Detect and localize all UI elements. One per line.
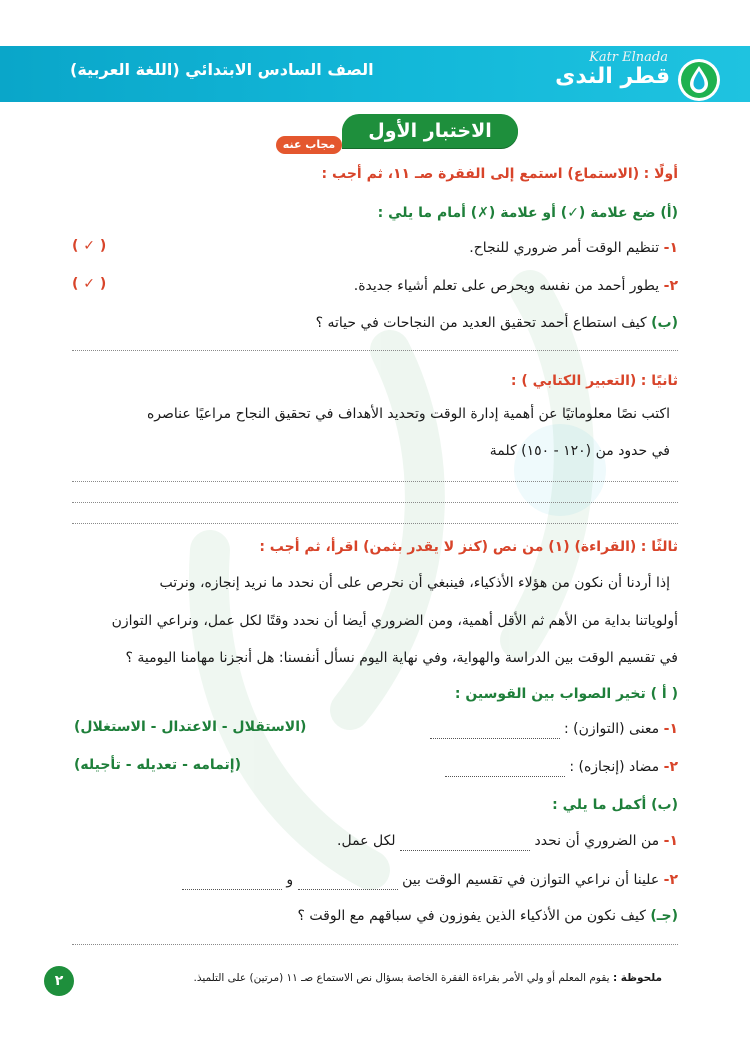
passage-line: في تقسيم الوقت بين الدراسة والهواية، وفي نهاية اليوم نسأل أنفسنا: هل أنجزنا مهامنا اليومية ؟	[125, 650, 678, 666]
section3-part-a: ( أ ) تخير الصواب بين القوسين :	[454, 686, 678, 702]
brand-logo	[542, 50, 732, 104]
section1-heading-text: (الاستماع) استمع إلى الفقرة صـ ١١، ثم أجب :	[321, 166, 640, 182]
test-title: الاختبار الأول	[342, 114, 518, 148]
answer-blank[interactable]	[445, 763, 565, 777]
note-text: يقوم المعلم أو ولي الأمر بقراءة الفقرة الخاصة بسؤال نص الاستماع صـ ١١ (مرتين) على التلميذ.	[193, 972, 610, 984]
answer-line[interactable]	[72, 944, 678, 945]
answer-line[interactable]	[72, 481, 678, 482]
section1-part-a: (أ) ضع علامة (✓) أو علامة (✗) أمام ما يلي :	[377, 205, 678, 221]
section1-prefix: أولًا :	[643, 166, 678, 182]
answered-badge: مجاب عنه	[276, 136, 342, 154]
item-text: تنظيم الوقت أمر ضروري للنجاح.	[469, 240, 660, 256]
section2-heading	[511, 371, 678, 391]
part-b-question	[316, 313, 678, 333]
item-number: ١-	[663, 833, 678, 849]
complete-item	[337, 831, 678, 851]
footer-note	[193, 972, 662, 984]
part-b-label: (ب)	[651, 315, 678, 331]
section1-heading	[322, 164, 678, 184]
logo-arabic-text: قطر الندى	[555, 64, 670, 89]
complete-item	[182, 870, 678, 890]
section2-heading-text: (التعبير الكتابي ) :	[510, 373, 637, 389]
item-number: ١-	[663, 721, 678, 737]
answer-blank[interactable]	[182, 876, 282, 890]
item-number: ١-	[663, 240, 678, 256]
choice-options: (إتمامه - تعديله - تأجيله)	[74, 757, 242, 773]
list-item	[469, 238, 678, 258]
choice-options: (الاستقلال - الاعتدال - الاستغلال)	[74, 719, 307, 735]
answer-line[interactable]	[72, 523, 678, 524]
passage-line: أولوياتنا بداية من الأهم ثم الأقل أهمية، ومن الضروري أيضا أن نحدد وقتًا لكل عمل، ونراعي التوازن	[111, 613, 678, 629]
part-c-label: (جـ)	[650, 908, 678, 924]
water-drop-icon	[676, 56, 722, 102]
choice-item	[445, 757, 678, 777]
part-c-text: كيف نكون من الأذكياء الذين يفوزون في سباقهم مع الوقت ؟	[297, 908, 646, 924]
list-item	[354, 276, 678, 296]
choice-item	[430, 719, 679, 739]
answer-blank[interactable]	[400, 837, 530, 851]
section3-prefix: ثالثًا :	[640, 539, 678, 555]
answer-blank[interactable]	[298, 876, 398, 890]
item-number: ٢-	[663, 759, 678, 775]
answer-check: ( ✓ )	[72, 238, 107, 254]
section3-part-b: (ب) أكمل ما يلي :	[552, 797, 678, 813]
answer-check: ( ✓ )	[72, 276, 107, 292]
item-text: يطور أحمد من نفسه ويحرص على تعلم أشياء جديدة.	[353, 278, 660, 294]
writing-prompt-line1: اكتب نصًا معلوماتيًا عن أهمية إدارة الوقت وتحديد الأهداف في تحقيق النجاح مراعيًا عناصره	[146, 406, 670, 422]
complete-text: لكل عمل.	[337, 833, 396, 849]
section3-heading-text: (القراءة) (١) من نص (كنز لا يقدر بثمن) اقرأ، ثم أجب :	[259, 539, 637, 555]
logo-latin-text: Katr Elnada	[589, 50, 668, 65]
note-label: ملحوظة :	[612, 972, 662, 984]
complete-text: و	[286, 872, 294, 888]
complete-text: من الضروري أن نحدد	[534, 833, 660, 849]
complete-text: علينا أن نراعي التوازن في تقسيم الوقت بين	[402, 872, 660, 888]
choice-text: معنى (التوازن) :	[563, 721, 660, 737]
writing-prompt-line2: في حدود من (١٢٠ - ١٥٠) كلمة	[489, 443, 670, 459]
passage-line: إذا أردنا أن نكون من هؤلاء الأذكياء، فينبغي أن نحرص على أن نحدد ما نريد إنجازه، ونرتب	[159, 575, 670, 591]
section2-prefix: ثانيًا :	[640, 373, 678, 389]
item-number: ٢-	[663, 872, 678, 888]
page-number: ٢	[44, 966, 74, 996]
answer-line[interactable]	[72, 350, 678, 351]
item-number: ٢-	[663, 278, 678, 294]
grade-title: الصف السادس الابتدائي (اللغة العربية)	[70, 60, 374, 79]
answer-blank[interactable]	[430, 725, 560, 739]
part-b-text: كيف استطاع أحمد تحقيق العديد من النجاحات في حياته ؟	[315, 315, 647, 331]
part-c-question	[298, 906, 678, 926]
answer-line[interactable]	[72, 502, 678, 503]
choice-text: مضاد (إنجازه) :	[569, 759, 660, 775]
section3-heading	[259, 537, 678, 557]
